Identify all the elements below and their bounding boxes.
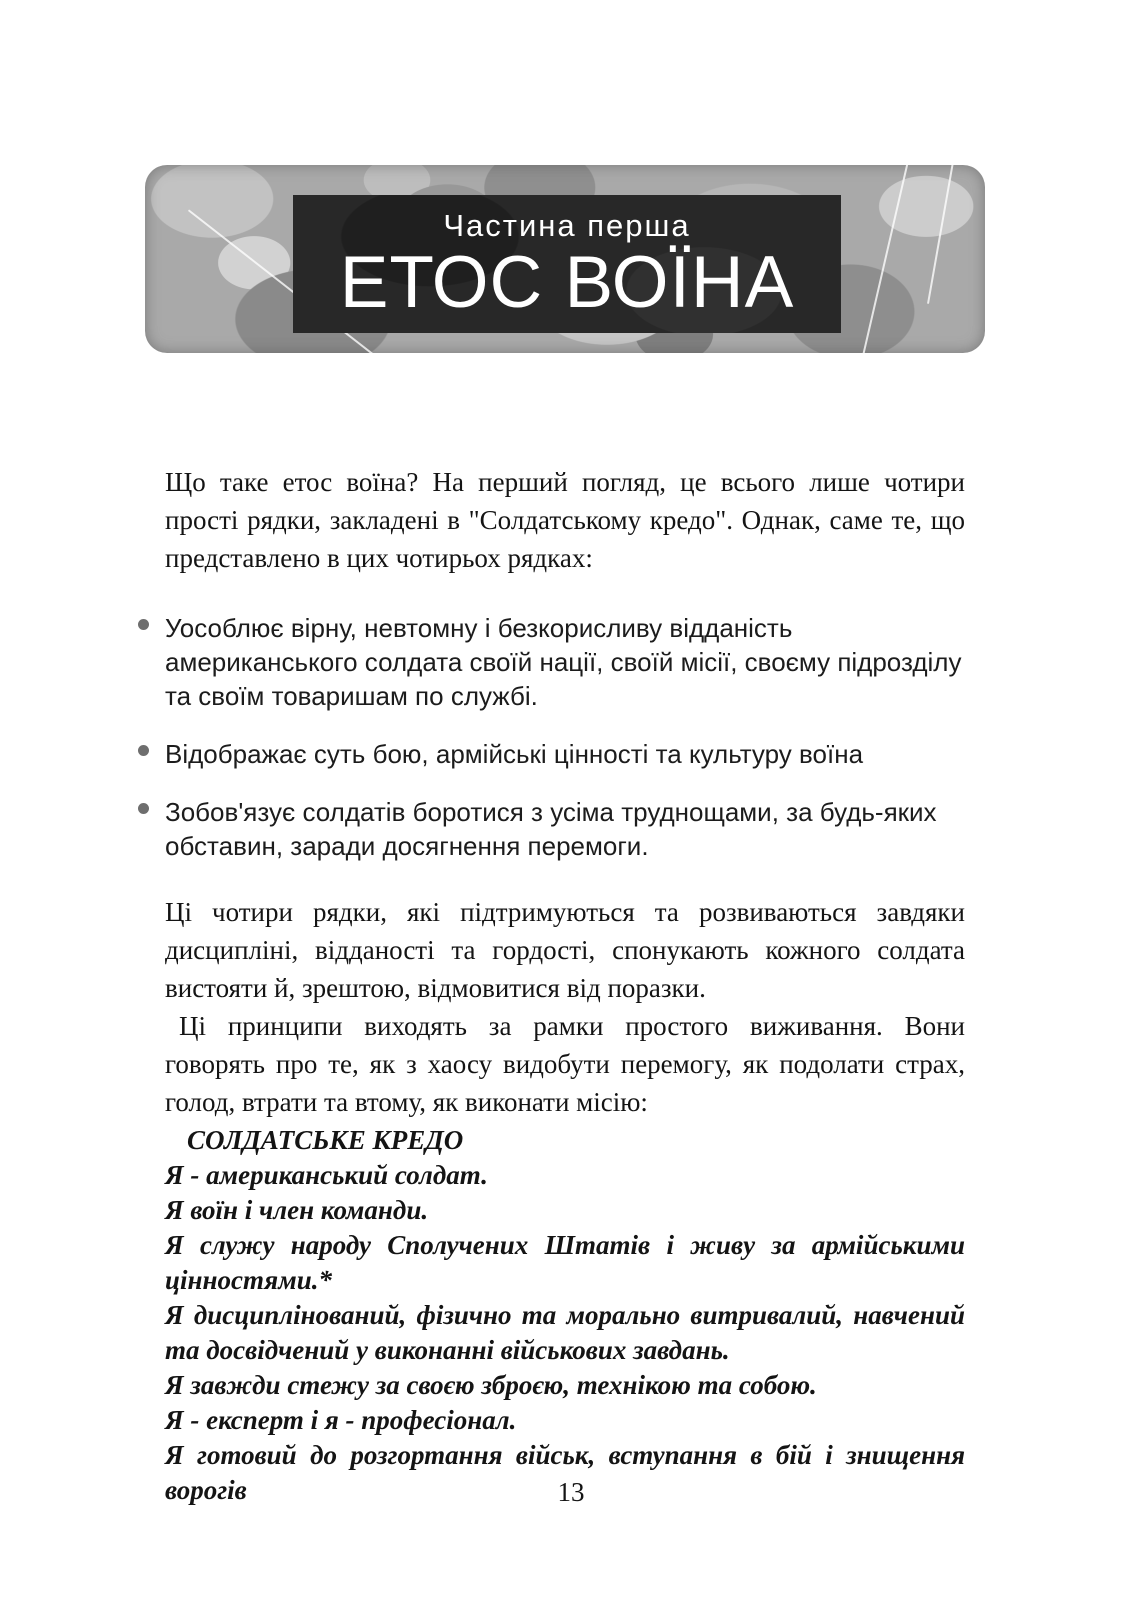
chapter-kicker: Частина перша	[443, 207, 691, 243]
chapter-title: ЕТОС ВОЇНА	[339, 241, 795, 323]
bullet-list	[165, 611, 965, 863]
bullet-dot-icon	[138, 619, 149, 630]
creed-line: Я готовий до розгортання військ, вступання в бій і знищення ворогів	[165, 1440, 965, 1505]
bullet-text: Відображає суть бою, армійські цінності та культуру воїна	[165, 739, 864, 769]
scratch-line	[927, 165, 955, 304]
scratch-line	[856, 165, 912, 353]
bullet-text: Уособлює вірну, невтомну і безкорисливу відданість американського солдата своїй нації, своїй місії, своєму підрозділу та своїм товаришам по службі.	[165, 613, 962, 711]
creed-line: Я - експерт і я - професіонал.	[165, 1405, 517, 1435]
creed-line: Я - американський солдат.	[165, 1160, 488, 1190]
bullet-item	[165, 737, 965, 771]
body-paragraph: Ці чотири рядки, які підтримуються та розвиваються завдяки дисципліні, відданості та гордості, спонукають кожного солдата вистояти й, зрештою, відмовитися від поразки.	[165, 897, 965, 1003]
soldiers-creed	[165, 1123, 965, 1508]
bullet-dot-icon	[138, 803, 149, 814]
creed-line: Я дисциплінований, фізично та морально витривалий, навчений та досвідчений у виконанні військових завдань.	[165, 1300, 965, 1365]
bullet-text: Зобов'язує солдатів боротися з усіма труднощами, за будь-яких обставин, заради досягнення перемоги.	[165, 797, 937, 861]
chapter-banner	[145, 165, 985, 353]
creed-line: Я служу народу Сполучених Штатів і живу за армійськими цінностями.*	[165, 1230, 965, 1295]
page-number: 13	[557, 1477, 585, 1507]
intro-paragraph: Що таке етос воїна? На перший погляд, це всього лише чотири прості рядки, закладені в "Солдатському кредо". Однак, саме те, що представлено в цих чотирьох рядках:	[165, 467, 965, 573]
body-content	[165, 463, 965, 1508]
bullet-item	[165, 611, 965, 713]
body-paragraph: Ці принципи виходять за рамки простого виживання. Вони говорять про те, як з хаосу видобути перемогу, як подолати страх, голод, втрати та втому, як виконати місію:	[165, 1011, 965, 1117]
chapter-title-box	[293, 195, 841, 333]
bullet-item	[165, 795, 965, 863]
creed-heading: СОЛДАТСЬКЕ КРЕДО	[187, 1125, 464, 1155]
bullet-dot-icon	[138, 745, 149, 756]
creed-line: Я завжди стежу за своєю зброєю, технікою та собою.	[165, 1370, 817, 1400]
creed-line: Я воїн і член команди.	[165, 1195, 429, 1225]
